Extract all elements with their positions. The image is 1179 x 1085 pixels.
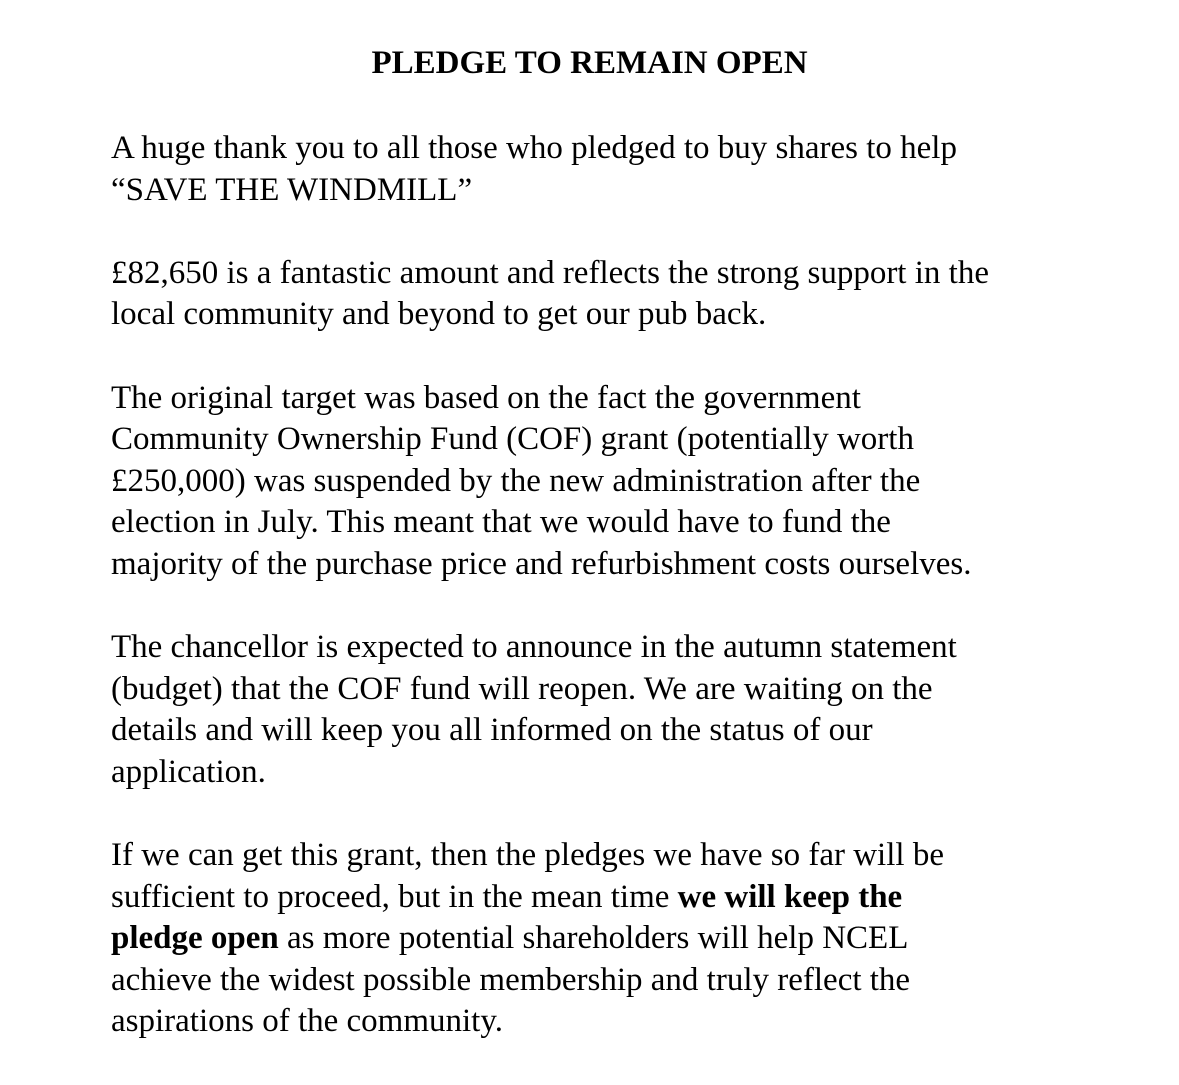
text-line: aspirations of the community. bbox=[111, 1003, 503, 1040]
text-normal: sufficient to proceed, but in the mean time bbox=[111, 878, 678, 915]
text-normal: as more potential shareholders will help NCEL bbox=[278, 920, 909, 957]
text-line: election in July. This meant that we would have to fund the bbox=[111, 504, 891, 541]
text-bold-pledge-open: pledge open bbox=[111, 920, 279, 957]
text-line: If we can get this grant, then the pledges we have so far will be bbox=[111, 837, 944, 874]
text-line: A huge thank you to all those who pledged to buy shares to help bbox=[111, 130, 957, 166]
text-line: local community and beyond to get our pub back. bbox=[111, 296, 767, 333]
paragraph-thank-you bbox=[111, 128, 1111, 211]
paragraph-original-target bbox=[111, 378, 1111, 586]
text-line: application. bbox=[111, 753, 266, 790]
text-line bbox=[111, 877, 1111, 919]
text-line: The original target was based on the fact the government bbox=[111, 379, 861, 416]
text-line: Community Ownership Fund (COF) grant (potentially worth bbox=[111, 421, 914, 458]
paragraph-grant bbox=[111, 835, 1111, 1043]
text-bold-keep-open: we will keep the bbox=[677, 878, 903, 915]
text-line bbox=[111, 918, 1111, 960]
text-line: The chancellor is expected to announce in the autumn statement bbox=[111, 629, 957, 666]
text-line: achieve the widest possible membership and truly reflect the bbox=[111, 961, 911, 998]
text-line: details and will keep you all informed on the status of our bbox=[111, 712, 873, 749]
text-line: (budget) that the COF fund will reopen. We are waiting on the bbox=[111, 670, 933, 707]
paragraph-amount bbox=[111, 253, 1111, 336]
document-title: PLEDGE TO REMAIN OPEN bbox=[371, 45, 808, 81]
text-line: majority of the purchase price and refurbishment costs ourselves. bbox=[111, 545, 972, 582]
text-line: £82,650 is a fantastic amount and reflects the strong support in the bbox=[111, 254, 989, 291]
document-body bbox=[111, 128, 1111, 1085]
paragraph-chancellor bbox=[111, 627, 1111, 793]
text-line: “SAVE THE WINDMILL” bbox=[111, 171, 473, 208]
text-line: £250,000) was suspended by the new administration after the bbox=[111, 462, 921, 499]
